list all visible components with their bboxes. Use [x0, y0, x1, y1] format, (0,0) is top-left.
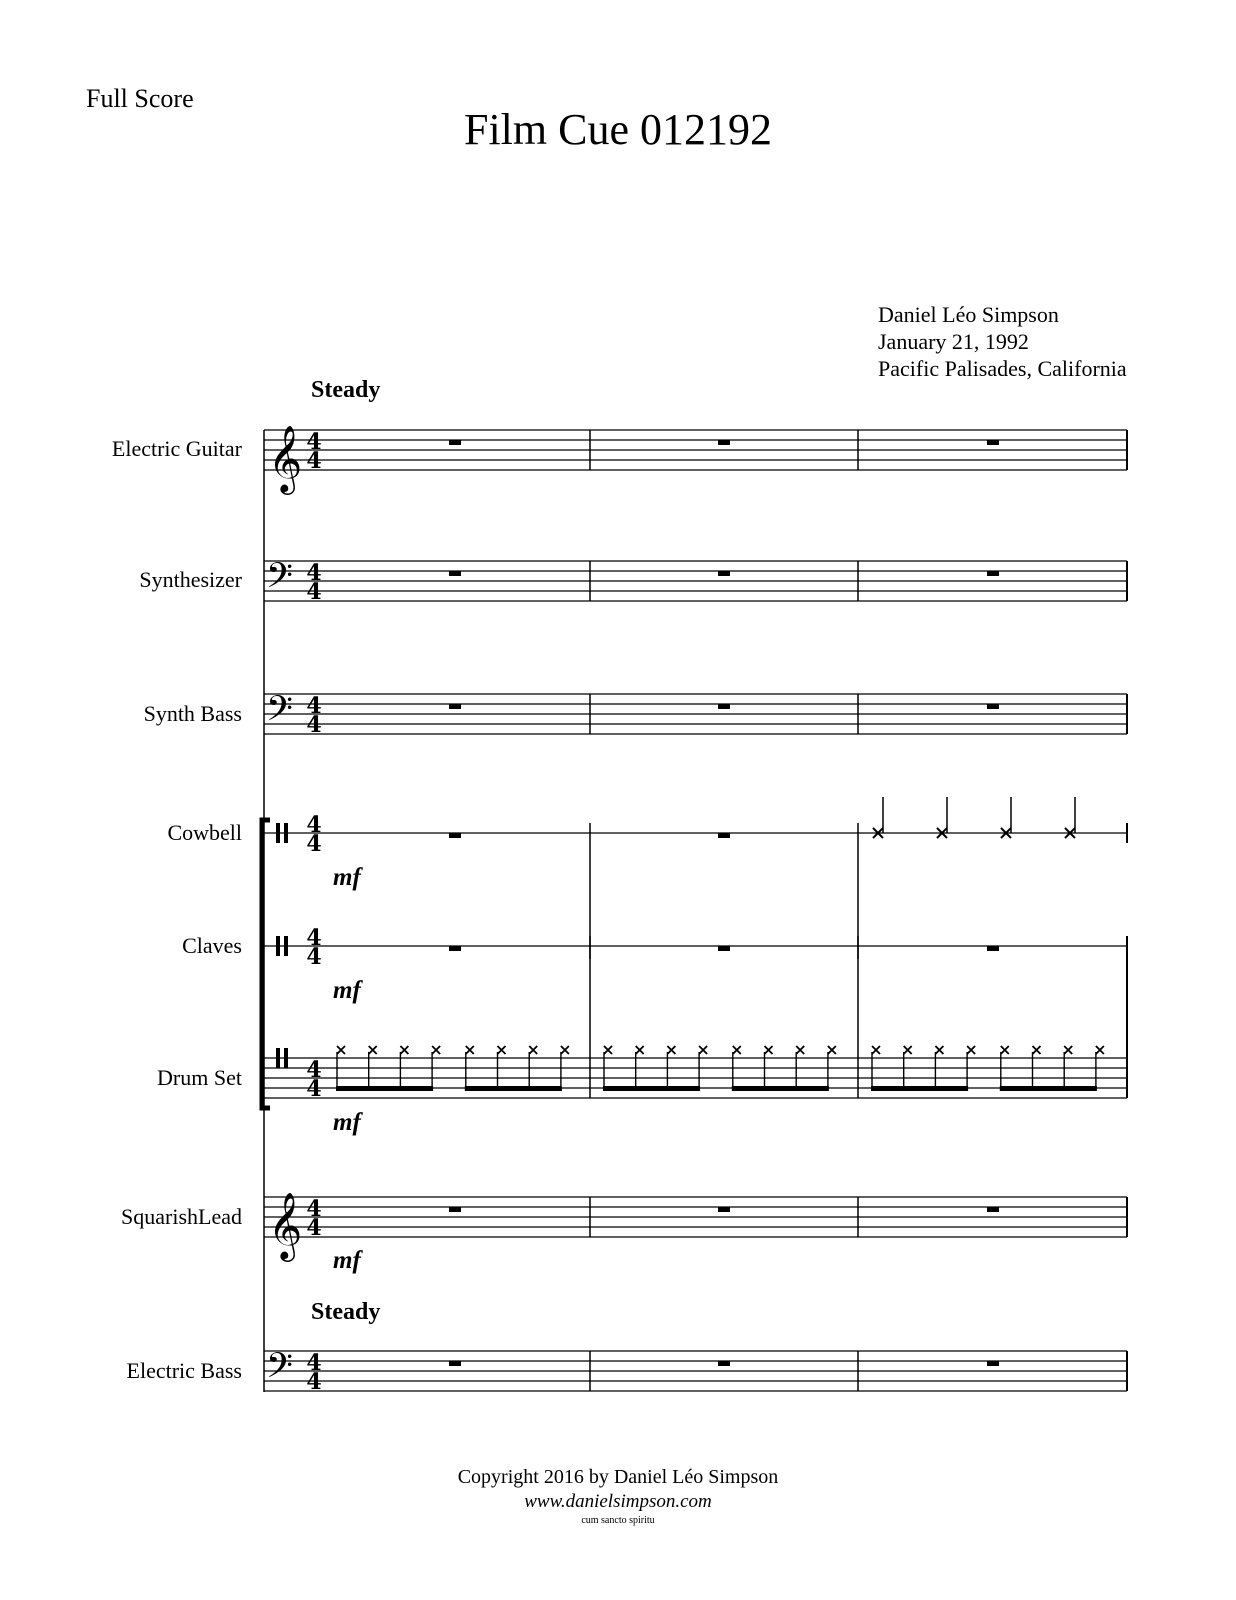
x-notehead-drum-set: [1033, 1046, 1041, 1054]
x-notehead-drum-set: [529, 1046, 537, 1054]
x-notehead-drum-set: [561, 1046, 569, 1054]
time-signature-numerator-synth-bass: 4: [306, 693, 322, 719]
time-signature-denominator-synth-bass: 4: [306, 712, 322, 738]
whole-rest-cowbell: [718, 833, 730, 838]
time-signature-denominator-electric-guitar: 4: [306, 448, 322, 474]
whole-rest-squarishlead: [449, 1207, 461, 1212]
whole-rest-electric-guitar: [449, 440, 461, 445]
treble-clef-icon-squarishlead: 𝄞: [268, 1191, 303, 1259]
instrument-name-electric-bass: Electric Bass: [126, 1358, 242, 1383]
time-signature-denominator-cowbell: 4: [306, 831, 322, 857]
percussion-clef-icon-cowbell: [284, 823, 288, 843]
dynamic-cowbell: mf: [333, 864, 361, 891]
x-notehead-drum-set: [796, 1046, 804, 1054]
whole-rest-electric-guitar: [987, 440, 999, 445]
instrument-name-claves: Claves: [182, 933, 242, 958]
x-notehead-drum-set: [667, 1046, 675, 1054]
page-title: Film Cue 012192: [463, 105, 773, 154]
x-notehead-drum-set: [636, 1046, 644, 1054]
x-notehead-drum-set: [828, 1046, 836, 1054]
website-link: www.danielsimpson.com: [524, 1491, 712, 1512]
beam-drum-set: [871, 1086, 968, 1091]
motto: cum sancto spiritu: [581, 1515, 655, 1526]
percussion-bracket: [262, 820, 270, 1108]
whole-rest-claves: [449, 946, 461, 951]
percussion-clef-icon-claves: [284, 936, 288, 956]
whole-rest-claves: [987, 946, 999, 951]
time-signature-denominator-claves: 4: [306, 944, 322, 970]
whole-rest-cowbell: [449, 833, 461, 838]
x-notehead-drum-set: [498, 1046, 506, 1054]
bass-clef-icon-electric-bass: 𝄢: [266, 1345, 294, 1394]
beam-drum-set: [603, 1086, 700, 1091]
beam-drum-set: [465, 1086, 562, 1091]
whole-rest-synthesizer: [718, 571, 730, 576]
x-notehead-drum-set: [369, 1046, 377, 1054]
instrument-name-synthesizer: Synthesizer: [139, 567, 242, 592]
instrument-name-squarishlead: SquarishLead: [121, 1204, 242, 1229]
x-notehead-drum-set: [967, 1046, 975, 1054]
composition-date: January 21, 1992: [878, 329, 1029, 354]
x-notehead-drum-set: [432, 1046, 440, 1054]
bass-clef-icon-synth-bass: 𝄢: [266, 688, 294, 737]
beam-drum-set: [1000, 1086, 1097, 1091]
dynamic-claves: mf: [333, 977, 361, 1004]
time-signature-denominator-electric-bass: 4: [306, 1369, 322, 1395]
tempo-marking-bass: Steady: [311, 1299, 381, 1325]
whole-rest-synth-bass: [449, 704, 461, 709]
whole-rest-synthesizer: [987, 571, 999, 576]
whole-rest-electric-bass: [718, 1361, 730, 1366]
whole-rest-squarishlead: [718, 1207, 730, 1212]
composition-place: Pacific Palisades, California: [878, 356, 1127, 381]
tempo-marking-top: Steady: [311, 377, 381, 403]
beam-drum-set: [732, 1086, 829, 1091]
whole-rest-synth-bass: [718, 704, 730, 709]
instrument-name-synth-bass: Synth Bass: [143, 701, 242, 726]
composer-name: Daniel Léo Simpson: [878, 302, 1059, 327]
percussion-clef-icon-drum-set: [284, 1048, 288, 1068]
bass-clef-icon-synthesizer: 𝄢: [266, 555, 294, 604]
x-notehead-drum-set: [699, 1046, 707, 1054]
time-signature-numerator-electric-bass: 4: [306, 1350, 322, 1376]
percussion-clef-icon-claves: [276, 936, 280, 956]
percussion-clef-icon-drum-set: [276, 1048, 280, 1068]
instrument-name-cowbell: Cowbell: [167, 820, 242, 845]
x-notehead-drum-set: [337, 1046, 345, 1054]
whole-rest-synthesizer: [449, 571, 461, 576]
dynamic-squarishlead: mf: [333, 1247, 361, 1274]
time-signature-denominator-squarishlead: 4: [306, 1215, 322, 1241]
staff-layer: [264, 424, 1127, 1395]
x-notehead-drum-set: [1001, 1046, 1009, 1054]
time-signature-numerator-synthesizer: 4: [306, 560, 322, 586]
whole-rest-claves: [718, 946, 730, 951]
time-signature-denominator-synthesizer: 4: [306, 579, 322, 605]
score-type-label: Full Score: [86, 84, 194, 113]
x-notehead-drum-set: [604, 1046, 612, 1054]
x-notehead-drum-set: [935, 1046, 943, 1054]
whole-rest-electric-bass: [987, 1361, 999, 1366]
time-signature-numerator-claves: 4: [306, 925, 322, 951]
whole-rest-squarishlead: [987, 1207, 999, 1212]
time-signature-numerator-squarishlead: 4: [306, 1196, 322, 1222]
x-notehead-drum-set: [904, 1046, 912, 1054]
x-notehead-drum-set: [733, 1046, 741, 1054]
footer: [0, 1466, 1236, 1526]
x-notehead-drum-set: [400, 1046, 408, 1054]
whole-rest-electric-guitar: [718, 440, 730, 445]
beam-drum-set: [336, 1086, 433, 1091]
whole-rest-electric-bass: [449, 1361, 461, 1366]
time-signature-numerator-cowbell: 4: [306, 812, 322, 838]
whole-rest-synth-bass: [987, 704, 999, 709]
x-notehead-drum-set: [466, 1046, 474, 1054]
x-notehead-drum-set: [765, 1046, 773, 1054]
time-signature-denominator-drum-set: 4: [306, 1076, 322, 1102]
dynamic-drum-set: mf: [333, 1109, 361, 1136]
time-signature-numerator-electric-guitar: 4: [306, 429, 322, 455]
x-notehead-drum-set: [872, 1046, 880, 1054]
copyright-notice: Copyright 2016 by Daniel Léo Simpson: [457, 1466, 779, 1488]
instrument-name-electric-guitar: Electric Guitar: [111, 436, 242, 461]
x-notehead-drum-set: [1096, 1046, 1104, 1054]
time-signature-numerator-drum-set: 4: [306, 1057, 322, 1083]
percussion-clef-icon-cowbell: [276, 823, 280, 843]
instrument-name-drum-set: Drum Set: [157, 1065, 242, 1090]
treble-clef-icon-electric-guitar: 𝄞: [268, 424, 303, 492]
x-notehead-drum-set: [1064, 1046, 1072, 1054]
